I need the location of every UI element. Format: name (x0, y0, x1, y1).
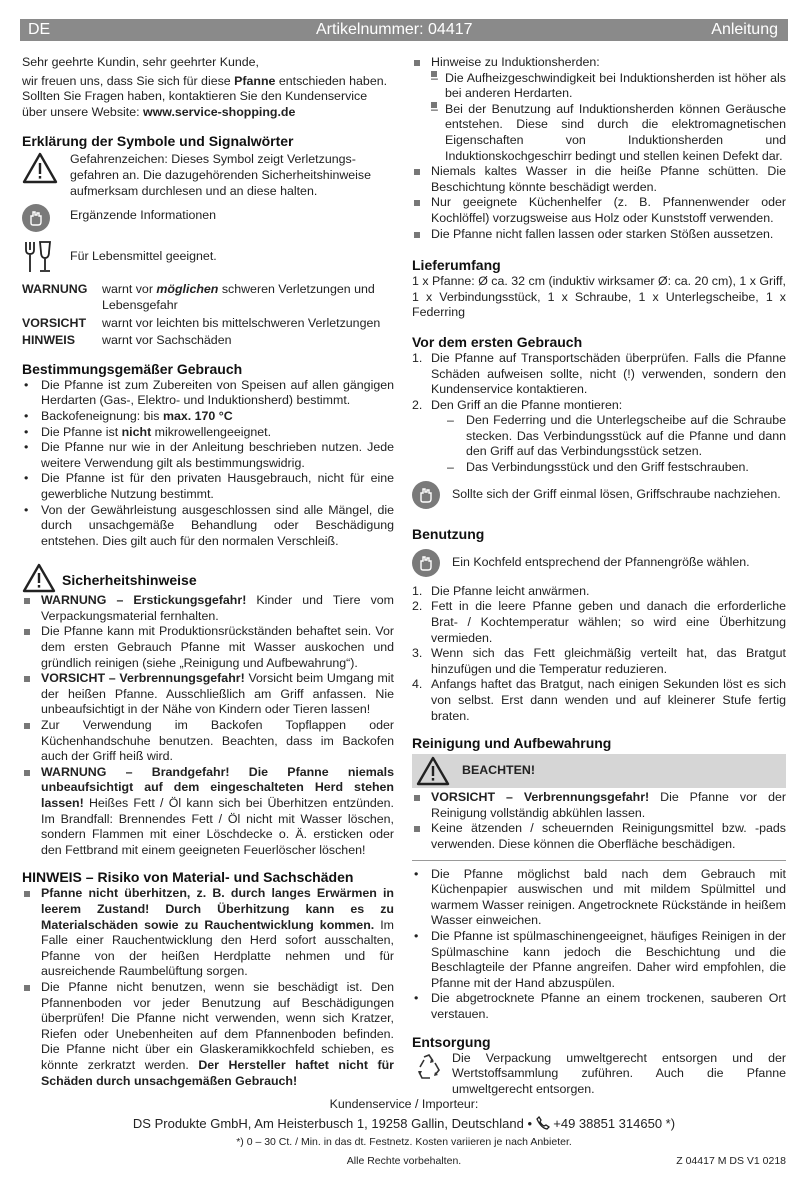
footer-label: Kundenservice / Importeur: (329, 1097, 479, 1111)
list-item: – Bei der Benutzung auf Induktionsherden können Geräusche entstehen. Diese sind durch die elektromagnetischen Eigenschaften von Induktionsherden und Induktionskochgeschirr bedingt und stellen keinen Defekt dar. (431, 102, 786, 164)
intro-text: wir freuen uns, dass Sie sich für diese Pfanne entschieden haben. Sollten Sie Fragen haben, kontaktieren Sie den Kundenservice über unsere Website: www.service-shopping.de (22, 73, 388, 119)
food-symbol-row (22, 240, 394, 276)
info-hand-icon (412, 549, 440, 577)
list-item: • Die Pfanne nur wie in der Anleitung beschrieben nutzen. Jede weitere Verwendung gilt als bestimmungswidrig. (22, 440, 394, 471)
list-item: 1. Die Pfanne auf Transportschäden überprüfen. Falls die Pfanne Schäden aufweisen sollte, nicht (!) verwenden, sondern den Kundenservice kontaktieren. (412, 350, 786, 397)
list-item: WARNUNG – Erstickungsgefahr! Kinder und Tiere vom Verpackungsmaterial fernhalten. (22, 593, 394, 624)
list-item: – Das Verbindungsstück und den Griff festschrauben. (447, 460, 786, 476)
first-use-list (412, 351, 786, 476)
list-item: – Die Aufheizgeschwindigkeit bei Induktionsherden ist höher als bei anderen Herdarten. (431, 71, 786, 102)
danger-symbol-row (22, 152, 394, 200)
symbols-title: Erklärung der Symbole und Signalwörter (22, 133, 294, 150)
document-code: Z 04417 M DS V1 0218 (676, 1155, 786, 1167)
footer-address: DS Produkte GmbH, Am Heisterbusch 1, 19258 Gallin, Deutschland • +49 38851 314650 *) (0, 1116, 808, 1134)
material-title: HINWEIS – Risiko von Material- und Sachschäden (22, 869, 354, 886)
operation-list (412, 584, 786, 724)
info-hand-icon (22, 204, 50, 232)
food-safe-icon (22, 240, 54, 279)
delivery-title: Lieferumfang (412, 257, 501, 274)
list-item: • Die abgetrocknete Pfanne an einem trockenen, sauberen Ort verstauen. (412, 991, 786, 1022)
cleaning-warning-list (412, 790, 786, 852)
disposal-row (412, 1051, 786, 1098)
recycling-icon (412, 1053, 446, 1088)
phone-icon (536, 1116, 550, 1134)
info-hand-icon (412, 481, 440, 509)
language-code: DE (28, 21, 51, 38)
list-item: Hinweise zu Induktionsherden: – Die Aufheizgeschwindigkeit bei Induktionsherden ist höher als bei anderen Herdarten. – Bei der Benutzung auf Induktionsherden können Geräusche entstehen. Diese sind durch die elektromagnetischen Eigenschaften von Induktionsherden und Induktionskochgeschirr bedingt und stellen keinen Defekt dar. (412, 55, 786, 164)
list-item: • Die Pfanne möglichst bald nach dem Gebrauch mit Küchenpapier auswischen und mit mildem Spülmittel und warmem Wasser reinigen. Angetrocknete Rückstände in heißem Wasser einweichen. (412, 867, 786, 929)
induction-list (412, 55, 786, 242)
first-use-title: Vor dem ersten Gebrauch (412, 333, 583, 350)
list-item: 2. Den Griff an die Pfanne montieren: – Den Federring und die Unterlegscheibe auf die Schraube stecken. Das Verbindungsstück auf die Pfanne und dann den Griff auf das Verbindungsstück setzen. – Das Verbindungsstück und den Griff festschrauben. (412, 398, 786, 476)
cleaning-list (412, 867, 786, 1023)
list-item: Zur Verwendung im Backofen Topflappen oder Küchenhandschuhe benutzen. Beachten, dass im Backofen auch der Griff heiß wird. (22, 718, 394, 765)
list-item: • Die Pfanne ist nicht mikrowellengeeignet. (22, 425, 394, 441)
list-item: Pfanne nicht überhitzen, z. B. durch langes Erwärmen in leerem Zustand! Durch Überhitzung kann es zu Materialschäden sowie zu Rauchentwicklung kommen. Im Falle einer Rauchentwicklung den Herd sofort ausschalten, Pfanne von der heißen Herdplatte nehmen und für ausreichende Raumbelüftung sorgen. (22, 886, 394, 980)
signal-hinweis: HINWEIS warnt vor Sachschäden (22, 333, 232, 348)
list-item: • Die Pfanne ist für den privaten Hausgebrauch, nicht für eine gewerbliche Nutzung bestimmt. (22, 471, 394, 502)
delivery-text: 1 x Pfanne: Ø ca. 32 cm (induktiv wirksamer Ø: ca. 20 cm), 1 x Griff, 1 x Verbindungsstück, 1 x Schraube, 1 x Unterlegscheibe, 1 x Federring (412, 274, 786, 320)
list-item: • Backofeneignung: bis max. 170 °C (22, 409, 394, 425)
info-symbol-text: Ergänzende Informationen (70, 208, 217, 223)
list-item: • Von der Gewährleistung ausgeschlossen sind alle Mängel, die durch unsachgemäße Behandlung oder Beschädigung entstehen. Dies gilt auch für den normalen Verschleiß. (22, 503, 394, 550)
page-header (20, 19, 788, 41)
list-item: Die Pfanne nicht fallen lassen oder starken Stößen aussetzen. (412, 227, 786, 243)
list-item: Keine ätzenden / scheuernden Reinigungsmittel bzw. -pads verwenden. Diese können die Oberfläche beschädigen. (412, 821, 786, 852)
info-symbol-row (22, 204, 394, 236)
danger-symbol-text: Gefahrenzeichen: Dieses Symbol zeigt Verletzungsgefahren an. Die dazugehörenden Sicherheitshinweise aufmerksam durchlesen und an diese halten. (70, 152, 372, 198)
material-list (22, 886, 394, 1089)
list-item: Niemals kaltes Wasser in die heiße Pfanne schütten. Die Beschichtung könnte beschädigt werden. (412, 164, 786, 195)
divider (412, 860, 786, 861)
disposal-text: Die Verpackung umweltgerecht entsorgen und der Wertstoffsammlung zuführen. Auch die Pfanne umweltgerecht entsorgen. (452, 1050, 786, 1096)
beachten-label: BEACHTEN! (462, 763, 535, 778)
disposal-title: Entsorgung (412, 1033, 491, 1050)
article-number: Artikelnummer: 04417 (316, 21, 473, 38)
safety-title: Sicherheitshinweise (62, 572, 197, 589)
list-item: 4. Anfangs haftet das Bratgut, nach einigen Sekunden löst es sich von selbst. Erst dann wenden und auf kleinerer Stufe fertig braten. (412, 677, 786, 723)
left-column (22, 55, 394, 1089)
operation-note: Ein Kochfeld entsprechend der Pfannengröße wählen. (412, 555, 786, 571)
footer-costs: *) 0 – 30 Ct. / Min. in das dt. Festnetz. Kosten variieren je nach Anbieter. (236, 1136, 572, 1148)
list-item: Die Pfanne nicht benutzen, wenn sie beschädigt ist. Den Pfannenboden vor jeder Benutzung auf Beschädigungen überprüfen! Die Pfanne nicht verwenden, wenn sich Kratzer, Riefen oder Unebenheiten auf dem Pfannenboden befinden. Die Pfanne nicht über ein Glaskeramikkochfeld schieben, es könnte zerkratzt werden. Der Hersteller haftet nicht für Schäden durch unsachgemäßen Gebrauch! (22, 980, 394, 1089)
list-item: • Die Pfanne ist spülmaschinengeeignet, häufiges Reinigen in der Spülmaschine kann jedoch die Beschichtung und die Beschlagteile der Pfanne angreifen. Daher wird empfohlen, die Pfanne mit der Hand abzuspülen. (412, 929, 786, 991)
signal-vorsicht: VORSICHT warnt vor leichten bis mittelschweren Verletzungen (22, 315, 381, 330)
document-type: Anleitung (711, 21, 778, 38)
first-use-sublist (447, 413, 786, 475)
usage-title: Bestimmungsgemäßer Gebrauch (22, 360, 243, 377)
safety-list (22, 593, 394, 858)
beachten-box (412, 754, 786, 788)
list-item: – Den Federring und die Unterlegscheibe auf die Schraube stecken. Das Verbindungsstück auf die Pfanne und dann den Griff auf das Verbindungsstück setzen. (447, 413, 786, 460)
food-symbol-text: Für Lebensmittel geeignet. (70, 249, 217, 264)
list-item: VORSICHT – Verbrennungsgefahr! Die Pfanne vor der Reinigung vollständig abkühlen lassen. (412, 790, 786, 821)
safety-heading (22, 563, 394, 593)
warning-triangle-icon (22, 152, 58, 189)
list-item: 1. Die Pfanne leicht anwärmen. (412, 583, 590, 598)
list-item: • Die Pfanne ist zum Zubereiten von Speisen auf allen gängigen Herdarten (Gas-, Elektro- und Induktionsherd) bestimmt. (22, 378, 394, 409)
list-item: Nur geeignete Küchenhelfer (z. B. Pfannenwender oder Kochlöffel) vorzugsweise aus Holz oder Kunststoff verwenden. (412, 195, 786, 226)
phone-number[interactable]: +49 38851 314650 *) (553, 1116, 676, 1131)
list-item: VORSICHT – Verbrennungsgefahr! Vorsicht beim Umgang mit der heißen Pfanne. Ausschließlich am Griff anfassen. Nie unbeaufsichtigt in der Nähe von Kindern oder Tieren lassen! (22, 671, 394, 718)
warning-triangle-icon (416, 756, 450, 791)
operation-title: Benutzung (412, 526, 485, 543)
website-link[interactable]: www.service-shopping.de (143, 104, 296, 119)
cleaning-title: Reinigung und Aufbewahrung (412, 735, 612, 752)
greeting: Sehr geehrte Kundin, sehr geehrter Kunde, (22, 55, 259, 69)
list-item: 2. Fett in die leere Pfanne geben und danach die erforderliche Brat- / Kochtemperatur wählen; so wird eine Überhitzung vermieden. (412, 599, 786, 645)
list-item: WARNUNG – Brandgefahr! Die Pfanne niemals unbeaufsichtigt auf dem eingeschalteten Herd stehen lassen! Heißes Fett / Öl kann sich bei Überhitzen entzünden. Im Brandfall: Brennendes Fett / Öl nicht mit Wasser löschen, sondern Flammen mit einer Löschdecke o. Ä. ersticken oder den Fettbrand mit einem geeigneten Feuerlöscher löschen! (22, 765, 394, 859)
list-item: 3. Wenn sich das Fett gleichmäßig verteilt hat, das Bratgut hinzufügen und die Temperatur reduzieren. (412, 646, 786, 676)
right-column (412, 55, 786, 1097)
usage-list (22, 378, 394, 550)
induction-sublist (431, 71, 786, 165)
footer-rights: Alle Rechte vorbehalten. (346, 1155, 462, 1167)
signal-warnung: WARNUNG warnt vor möglichen schweren Verletzungen und Lebensgefahr (22, 282, 375, 312)
first-use-note: Sollte sich der Griff einmal lösen, Griffschraube nachziehen. (412, 487, 786, 503)
list-item: Die Pfanne kann mit Produktionsrückständen behaftet sein. Vor dem ersten Gebrauch Pfanne mit Wasser auskochen und gründlich reinigen (siehe „Reinigung und Aufbewahrung“). (22, 624, 394, 671)
